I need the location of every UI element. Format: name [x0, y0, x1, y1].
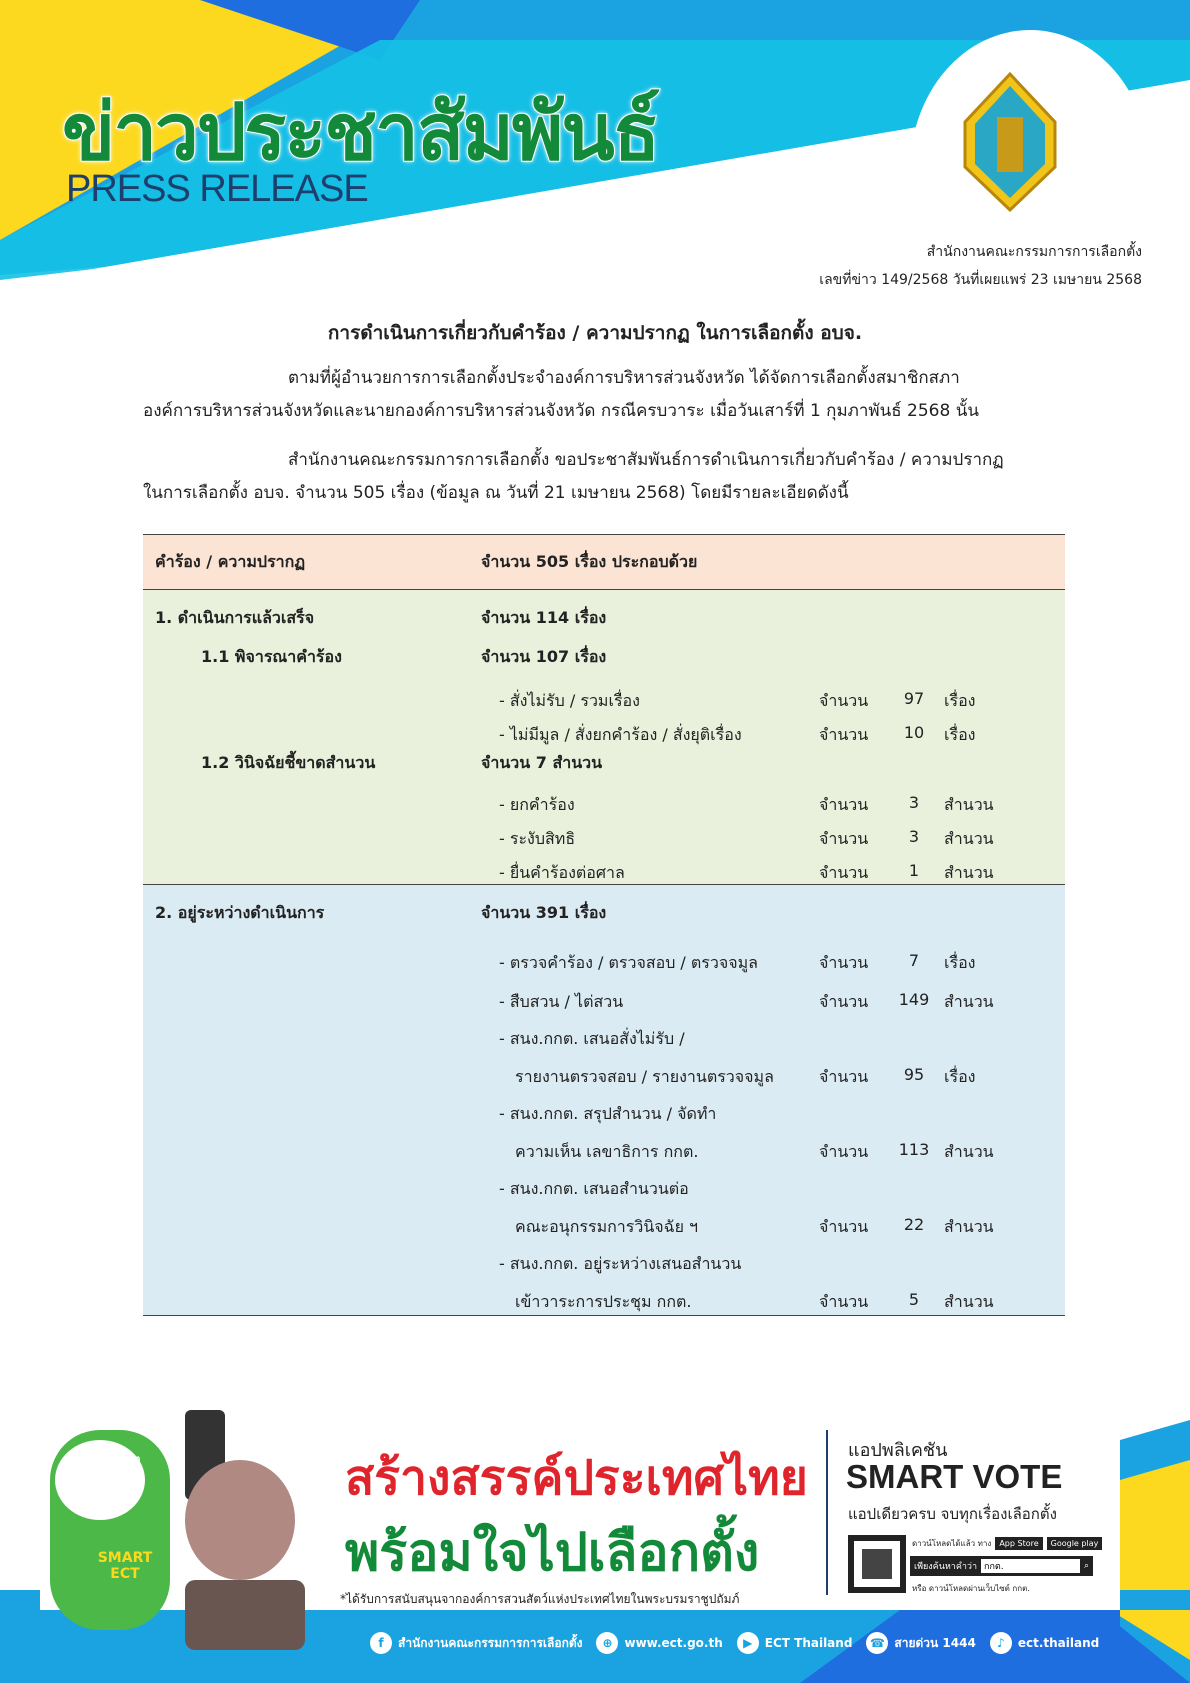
row-label: 2. อยู่ระหว่างดำเนินการ: [155, 902, 325, 922]
table-header: [143, 534, 1065, 590]
contact-link[interactable]: [370, 1632, 582, 1654]
item-amount-label: จำนวน: [819, 725, 869, 744]
row-total: จำนวน 107 เรื่อง: [481, 646, 607, 666]
item-label: - ตรวจคำร้อง / ตรวจสอบ / ตรวจจมูล: [499, 952, 758, 972]
item-unit: สำนวน: [944, 829, 994, 848]
row-label: 1.1 พิจารณาคำร้อง: [201, 646, 342, 666]
tiktok-icon: ♪: [990, 1632, 1012, 1654]
item-label: - สั่งไม่รับ / รวมเรื่อง: [499, 691, 640, 710]
row-label: 1.2 วินิจฉัยชี้ขาดสำนวน: [201, 752, 376, 772]
google-play-badge[interactable]: Google play: [1047, 1537, 1103, 1550]
item-count: 149: [898, 989, 930, 1009]
contact-link-text: สำนักงานคณะกรรมการการเลือกตั้ง: [398, 1635, 583, 1650]
item-label: - ระงับสิทธิ: [499, 829, 576, 848]
contact-link[interactable]: [596, 1632, 722, 1654]
item-count: 97: [903, 689, 925, 708]
table-row: [143, 895, 1065, 931]
download-text: ดาวน์โหลดได้แล้ว ทาง: [912, 1539, 992, 1548]
search-icon: ⌕: [1083, 1561, 1089, 1571]
phone-icon: ☎: [866, 1632, 888, 1654]
item-label-line1: - สนง.กกต. เสนอสำนวนต่อ: [499, 1179, 689, 1198]
app-label: แอปพลิเคชัน: [848, 1440, 948, 1461]
footer-banner: [0, 1380, 1190, 1683]
table-row: [143, 810, 1065, 848]
item-label-line1: - สนง.กกต. อยู่ระหว่างเสนอสำนวน: [499, 1254, 742, 1273]
download-row: [912, 1537, 1102, 1550]
item-amount-label: จำนวน: [819, 1141, 869, 1161]
app-store-badge[interactable]: App Store: [995, 1537, 1042, 1550]
header-col1: คำร้อง / ความปรากฏ: [155, 551, 306, 571]
item-count: 5: [908, 1289, 920, 1309]
item-amount-label: จำนวน: [819, 991, 869, 1011]
item-label: - ยื่นคำร้องต่อศาล: [499, 863, 625, 882]
item-count: 1: [908, 861, 920, 880]
item-amount-label: จำนวน: [819, 952, 869, 972]
item-amount-label: จำนวน: [819, 863, 869, 882]
app-name: SMART VOTE: [846, 1458, 1063, 1495]
contact-link[interactable]: [990, 1632, 1099, 1654]
search-label: เพียงค้นหาคำว่า: [914, 1562, 978, 1572]
item-count: 113: [898, 1139, 930, 1159]
paragraph-2: [143, 444, 1078, 510]
section-in-progress: [143, 885, 1065, 1316]
org-block: [819, 238, 1142, 294]
item-amount-label: จำนวน: [819, 795, 869, 814]
item-count: 7: [908, 950, 920, 970]
item-count: 95: [903, 1064, 925, 1084]
row-total: จำนวน 391 เรื่อง: [481, 902, 607, 922]
item-unit: สำนวน: [944, 1216, 994, 1236]
mascot-shirt-text: SMART ECT: [97, 1550, 153, 1582]
item-count: 10: [903, 723, 925, 742]
slogan-line1: สร้างสรรค์ประเทศไทย: [345, 1450, 808, 1506]
table-row: [143, 672, 1065, 710]
p2-line2: ในการเลือกตั้ง อบจ. จำนวน 505 เรื่อง (ข้อมูล ณ วันที่ 21 เมษายน 2568) โดยมีรายละเอียดดังนี้: [143, 483, 849, 503]
row-total: จำนวน 114 เรื่อง: [481, 607, 607, 627]
release-number: เลขที่ข่าว 149/2568 วันที่เผยแพร่ 23 เมษายน 2568: [819, 272, 1142, 288]
ect-seal-logo: [955, 72, 1065, 212]
sponsor-note: *ได้รับการสนับสนุนจากองค์การสวนสัตว์แห่งประเทศไทยในพระบรมราชูปถัมภ์: [340, 1592, 740, 1606]
item-count: 22: [903, 1214, 925, 1234]
document-title: การดำเนินการเกี่ยวกับคำร้อง / ความปรากฏ ในการเลือกตั้ง อบจ.: [327, 322, 863, 344]
item-unit: เรื่อง: [944, 1066, 976, 1086]
slogan-line2: พร้อมใจไปเลือกตั้ง: [345, 1523, 760, 1583]
item-label: ความเห็น เลขาธิการ กกต.: [515, 1141, 699, 1161]
contact-link-text: www.ect.go.th: [624, 1636, 723, 1650]
header-banner: [0, 0, 1190, 300]
app-tagline: แอปเดียวครบ จบทุกเรื่องเลือกตั้ง: [848, 1505, 1057, 1523]
globe-icon: ⊕: [596, 1632, 618, 1654]
facebook-icon: f: [370, 1632, 392, 1654]
table-row: [143, 600, 1065, 636]
mascot-badge: กกต: [120, 1453, 141, 1466]
contact-link-text: ECT Thailand: [764, 1636, 853, 1650]
item-label-line1: - สนง.กกต. เสนอสั่งไม่รับ /: [499, 1029, 685, 1048]
item-amount-label: จำนวน: [819, 691, 869, 710]
title-thai: ข่าวประชาสัมพันธ์: [62, 88, 659, 178]
youtube-icon: ▶: [737, 1632, 759, 1654]
item-unit: สำนวน: [944, 1141, 994, 1161]
row-total: จำนวน 7 สำนวน: [481, 752, 603, 772]
item-unit: เรื่อง: [944, 691, 976, 710]
item-unit: สำนวน: [944, 863, 994, 882]
web-download: หรือ ดาวน์โหลดผ่านเว็บไซต์ กกต.: [912, 1584, 1030, 1593]
table-row: [143, 931, 1065, 970]
contact-link[interactable]: [737, 1632, 853, 1654]
item-unit: สำนวน: [944, 795, 994, 814]
contact-link[interactable]: [866, 1632, 975, 1654]
item-amount-label: จำนวน: [819, 1291, 869, 1311]
item-amount-label: จำนวน: [819, 1066, 869, 1086]
item-unit: เรื่อง: [944, 952, 976, 972]
item-label: - สืบสวน / ไต่สวน: [499, 991, 624, 1011]
table-row: [143, 970, 1065, 1009]
item-unit: สำนวน: [944, 991, 994, 1011]
item-unit: สำนวน: [944, 1291, 994, 1311]
item-amount-label: จำนวน: [819, 1216, 869, 1236]
header-col2: จำนวน 505 เรื่อง ประกอบด้วย: [481, 551, 698, 571]
item-label: - ยกคำร้อง: [499, 795, 575, 814]
row-label: 1. ดำเนินการแล้วเสร็จ: [155, 607, 315, 627]
p2-line1: สำนักงานคณะกรรมการการเลือกตั้ง ขอประชาสัมพันธ์การดำเนินการเกี่ยวกับคำร้อง / ความปรากฏ: [288, 450, 1004, 470]
title-english: PRESS RELEASE: [66, 168, 368, 210]
item-amount-label: จำนวน: [819, 829, 869, 848]
search-value: กกต.: [981, 1559, 1080, 1573]
p1-line2: องค์การบริหารส่วนจังหวัดและนายกองค์การบริหารส่วนจังหวัด กรณีครบวาระ เมื่อวันเสาร์ที่ 1 กุมภาพันธ์ 2568 นั้น: [143, 401, 979, 421]
contact-link-text: ect.thailand: [1017, 1636, 1100, 1650]
section-completed: [143, 590, 1065, 885]
item-label: - ไม่มีมูล / สั่งยกคำร้อง / สั่งยุติเรื่อง: [499, 725, 742, 744]
item-label: เข้าวาระการประชุม กกต.: [515, 1291, 692, 1311]
item-label: รายงานตรวจสอบ / รายงานตรวจจมูล: [515, 1066, 774, 1086]
org-name: สำนักงานคณะกรรมการการเลือกตั้ง: [926, 244, 1142, 260]
contact-link-text: สายด่วน 1444: [894, 1635, 976, 1650]
paragraph-1: [143, 362, 1078, 428]
summary-table: [143, 534, 1065, 1316]
table-row: [143, 844, 1065, 882]
item-label-line1: - สนง.กกต. สรุปสำนวน / จัดทำ: [499, 1104, 717, 1123]
table-row: [143, 776, 1065, 814]
p1-line1: ตามที่ผู้อำนวยการการเลือกตั้งประจำองค์การบริหารส่วนจังหวัด ได้จัดการเลือกตั้งสมาชิกสภา: [288, 368, 960, 388]
item-count: 3: [908, 793, 920, 812]
contact-links: [370, 1632, 1099, 1654]
search-box: [910, 1556, 1093, 1576]
item-label: คณะอนุกรรมการวินิจฉัย ฯ: [515, 1216, 699, 1236]
table-row: [143, 636, 1065, 672]
item-count: 3: [908, 827, 920, 846]
item-unit: เรื่อง: [944, 725, 976, 744]
